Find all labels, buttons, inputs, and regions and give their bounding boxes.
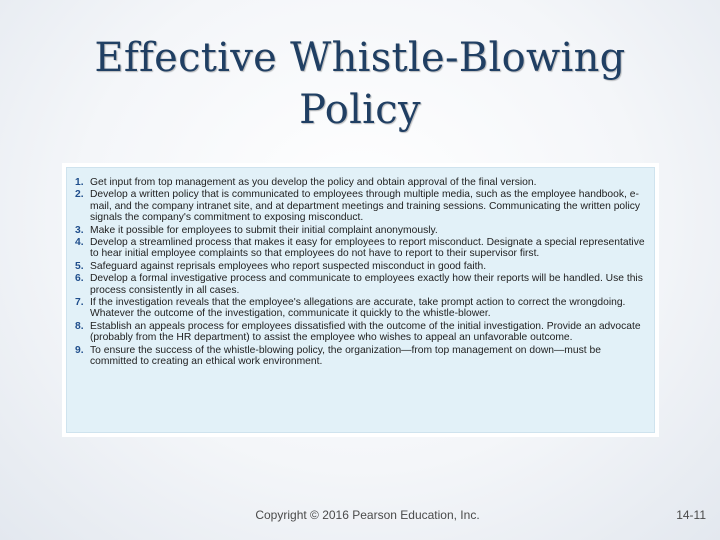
policy-list — [73, 177, 646, 368]
item-text: Make it possible for employees to submit their initial complaint anonymously. — [90, 224, 438, 236]
policy-figure — [62, 163, 659, 437]
item-text: Develop a formal investigative process and communicate to employees exactly how their reports will be handled. Use this process consistently in all cases. — [90, 273, 643, 296]
list-item — [73, 273, 646, 296]
list-item — [73, 177, 646, 188]
list-item — [73, 225, 646, 236]
slide-number: 14-11 — [676, 508, 706, 522]
slide-title-line-1: Effective Whistle-Blowing — [94, 35, 626, 81]
item-text: Get input from top management as you develop the policy and obtain approval of the final version. — [90, 177, 537, 188]
list-item — [73, 237, 646, 260]
item-number: 3. — [75, 224, 84, 236]
list-item — [73, 321, 646, 344]
policy-figure-panel — [66, 167, 655, 433]
list-item — [73, 261, 646, 272]
item-text: Establish an appeals process for employees dissatisfied with the outcome of the initial investigation. Provide an advocate (probably from the HR department) to assist the employee who wishes to appeal an unfavorable outcome. — [90, 320, 641, 344]
list-item — [73, 297, 646, 320]
item-number: 2. — [75, 189, 84, 201]
item-text: To ensure the success of the whistle-blowing policy, the organization—from top management on down—must be committed to creating an ethical work environment. — [90, 344, 601, 368]
item-number: 8. — [75, 320, 84, 332]
slide-title — [0, 32, 720, 136]
item-text: If the investigation reveals that the employee's allegations are accurate, take prompt action to correct the wrongdoing. Whatever the outcome of the investigation, communicate it quickly to the whistle-blower. — [90, 297, 626, 320]
item-text: Develop a streamlined process that makes it easy for employees to report misconduct. Designate a special representative to hear initial employee complaints so that employees do not have to report to their supervisor first. — [90, 237, 645, 260]
item-number: 4. — [75, 237, 84, 249]
item-number: 5. — [75, 260, 84, 272]
slide-title-line-2: Policy — [299, 87, 421, 133]
item-text: Develop a written policy that is communicated to employees through multiple media, such as the employee handbook, e-mail, and the company intranet site, and at department meetings and training sessions. Communicating the written policy signals the company's commitment to exposing misconduct. — [90, 189, 641, 224]
item-text: Safeguard against reprisals employees who report suspected misconduct in good faith. — [90, 260, 487, 272]
list-item — [73, 345, 646, 368]
item-number: 7. — [75, 297, 84, 309]
list-item — [73, 189, 646, 223]
copyright-notice: Copyright © 2016 Pearson Education, Inc. — [255, 508, 480, 522]
item-number: 9. — [75, 344, 84, 356]
item-number: 1. — [75, 177, 84, 188]
item-number: 6. — [75, 273, 84, 285]
